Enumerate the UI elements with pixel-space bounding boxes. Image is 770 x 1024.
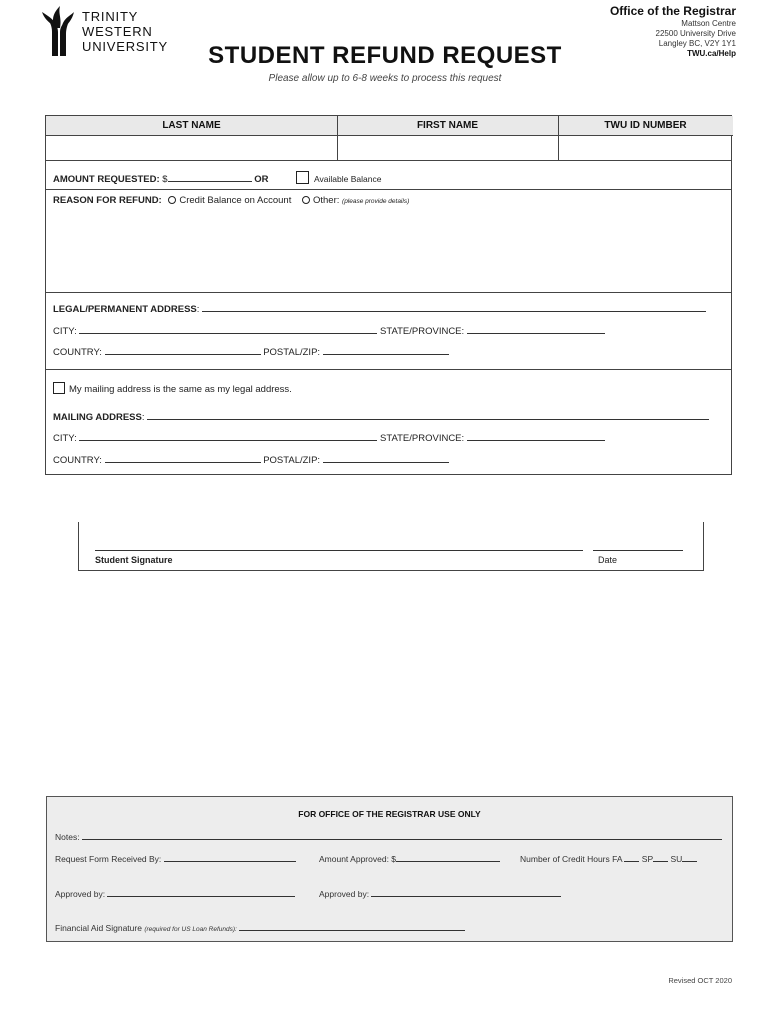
page-title: STUDENT REFUND REQUEST bbox=[208, 42, 562, 69]
amount-approved-label: Amount Approved: $ bbox=[319, 854, 397, 864]
student-info-form bbox=[45, 115, 732, 475]
or-label: OR bbox=[254, 174, 269, 185]
received-by-input[interactable] bbox=[164, 853, 296, 862]
office-address-line: Mattson Centre bbox=[681, 19, 736, 28]
credit-hours-label: Number of Credit Hours FA bbox=[520, 854, 623, 864]
city-label: CITY: bbox=[53, 326, 77, 337]
revision-date: Revised OCT 2020 bbox=[668, 976, 732, 985]
office-use-title: FOR OFFICE OF THE REGISTRAR USE ONLY bbox=[298, 809, 481, 819]
office-use-box bbox=[46, 796, 733, 942]
financial-aid-label: Financial Aid Signature bbox=[55, 923, 142, 933]
received-by-label: Request Form Received By: bbox=[55, 854, 162, 864]
date-label: Date bbox=[598, 555, 618, 565]
office-web-link[interactable]: TWU.ca/Help bbox=[687, 49, 736, 58]
amount-input[interactable] bbox=[168, 172, 252, 182]
amount-requested-row bbox=[53, 172, 268, 185]
approved-by-label: Approved by: bbox=[319, 889, 370, 899]
date-line[interactable] bbox=[593, 550, 683, 551]
legal-address-input[interactable] bbox=[202, 302, 706, 312]
student-signature-label: Student Signature bbox=[95, 555, 173, 565]
mailing-address-row: MAILING ADDRESS: bbox=[53, 410, 709, 423]
legal-address-label: LEGAL/PERMANENT ADDRESS bbox=[53, 304, 197, 315]
first-name-field[interactable] bbox=[338, 136, 558, 160]
same-address-label: My mailing address is the same as my legal address. bbox=[69, 384, 292, 395]
legal-state-input[interactable] bbox=[467, 324, 605, 334]
logo-line-2: WESTERN bbox=[82, 24, 153, 39]
mailing-country-input[interactable] bbox=[105, 453, 261, 463]
last-name-field[interactable] bbox=[46, 136, 337, 160]
credit-hours-row bbox=[520, 853, 697, 864]
sp-label: SP bbox=[641, 854, 654, 864]
mailing-city-row bbox=[53, 431, 605, 444]
su-label: SU bbox=[670, 854, 683, 864]
mailing-city-input[interactable] bbox=[79, 431, 377, 441]
office-block bbox=[610, 4, 736, 59]
twu-id-field[interactable] bbox=[559, 136, 733, 160]
approved-by-input-2[interactable] bbox=[371, 888, 561, 897]
mailing-country-row bbox=[53, 453, 449, 466]
reason-label: REASON FOR REFUND: bbox=[53, 195, 162, 206]
office-address-line: 22500 University Drive bbox=[655, 29, 736, 38]
mailing-postal-input[interactable] bbox=[323, 453, 449, 463]
country-label: COUNTRY: bbox=[53, 455, 102, 466]
logo-line-1: TRINITY bbox=[82, 9, 139, 24]
postal-label: POSTAL/ZIP: bbox=[263, 455, 321, 466]
legal-postal-input[interactable] bbox=[323, 345, 449, 355]
notes-row bbox=[55, 831, 722, 842]
state-label: STATE/PROVINCE: bbox=[380, 326, 465, 337]
financial-aid-input[interactable] bbox=[239, 922, 465, 931]
sp-hours-input[interactable] bbox=[653, 853, 668, 862]
approved-by-input-1[interactable] bbox=[107, 888, 295, 897]
postal-label: POSTAL/ZIP: bbox=[263, 347, 321, 358]
mailing-address-input[interactable] bbox=[147, 410, 709, 420]
legal-country-input[interactable] bbox=[105, 345, 261, 355]
reason-details-area[interactable] bbox=[46, 211, 733, 292]
available-balance-option[interactable] bbox=[296, 171, 381, 184]
page-subtitle: Please allow up to 6-8 weeks to process this request bbox=[268, 73, 502, 84]
legal-city-row bbox=[53, 324, 605, 337]
legal-city-input[interactable] bbox=[79, 324, 377, 334]
notes-label: Notes: bbox=[55, 832, 80, 842]
other-label: Other: bbox=[312, 195, 340, 206]
available-balance-checkbox[interactable] bbox=[296, 171, 309, 184]
amount-currency: $ bbox=[162, 174, 168, 185]
same-address-checkbox[interactable] bbox=[53, 382, 65, 394]
notes-input[interactable] bbox=[82, 831, 722, 840]
office-address-line: Langley BC, V2Y 1Y1 bbox=[658, 39, 736, 48]
column-header-first-name: FIRST NAME bbox=[337, 116, 558, 136]
financial-aid-note: (required for US Loan Refunds): bbox=[144, 926, 237, 933]
su-hours-input[interactable] bbox=[682, 853, 697, 862]
financial-aid-row bbox=[55, 922, 465, 933]
available-balance-label: Available Balance bbox=[314, 174, 382, 184]
amount-approved-row bbox=[319, 853, 500, 864]
city-label: CITY: bbox=[53, 433, 77, 444]
amount-requested-label: AMOUNT REQUESTED: bbox=[53, 174, 160, 185]
column-header-twu-id: TWU ID NUMBER bbox=[558, 116, 733, 136]
approved-by-row-2 bbox=[319, 888, 561, 899]
office-title: Office of the Registrar bbox=[609, 4, 736, 18]
other-radio[interactable] bbox=[302, 196, 310, 204]
state-label: STATE/PROVINCE: bbox=[380, 433, 465, 444]
fa-hours-input[interactable] bbox=[624, 853, 639, 862]
signature-box bbox=[78, 522, 704, 571]
amount-approved-input[interactable] bbox=[396, 853, 500, 862]
student-signature-line[interactable] bbox=[95, 550, 583, 551]
credit-balance-radio[interactable] bbox=[168, 196, 176, 204]
column-header-last-name: LAST NAME bbox=[46, 116, 337, 136]
credit-balance-label: Credit Balance on Account bbox=[179, 195, 292, 206]
other-note: (please provide details) bbox=[342, 198, 410, 205]
reason-row bbox=[53, 195, 409, 206]
mailing-state-input[interactable] bbox=[467, 431, 605, 441]
approved-by-row-1 bbox=[55, 888, 295, 899]
same-address-option[interactable] bbox=[53, 382, 292, 395]
received-by-row bbox=[55, 853, 296, 864]
legal-country-row bbox=[53, 345, 449, 358]
logo-line-3: UNIVERSITY bbox=[82, 39, 169, 54]
approved-by-label: Approved by: bbox=[55, 889, 106, 899]
legal-address-row: LEGAL/PERMANENT ADDRESS: bbox=[53, 302, 706, 315]
mailing-address-label: MAILING ADDRESS bbox=[53, 412, 142, 423]
country-label: COUNTRY: bbox=[53, 347, 102, 358]
